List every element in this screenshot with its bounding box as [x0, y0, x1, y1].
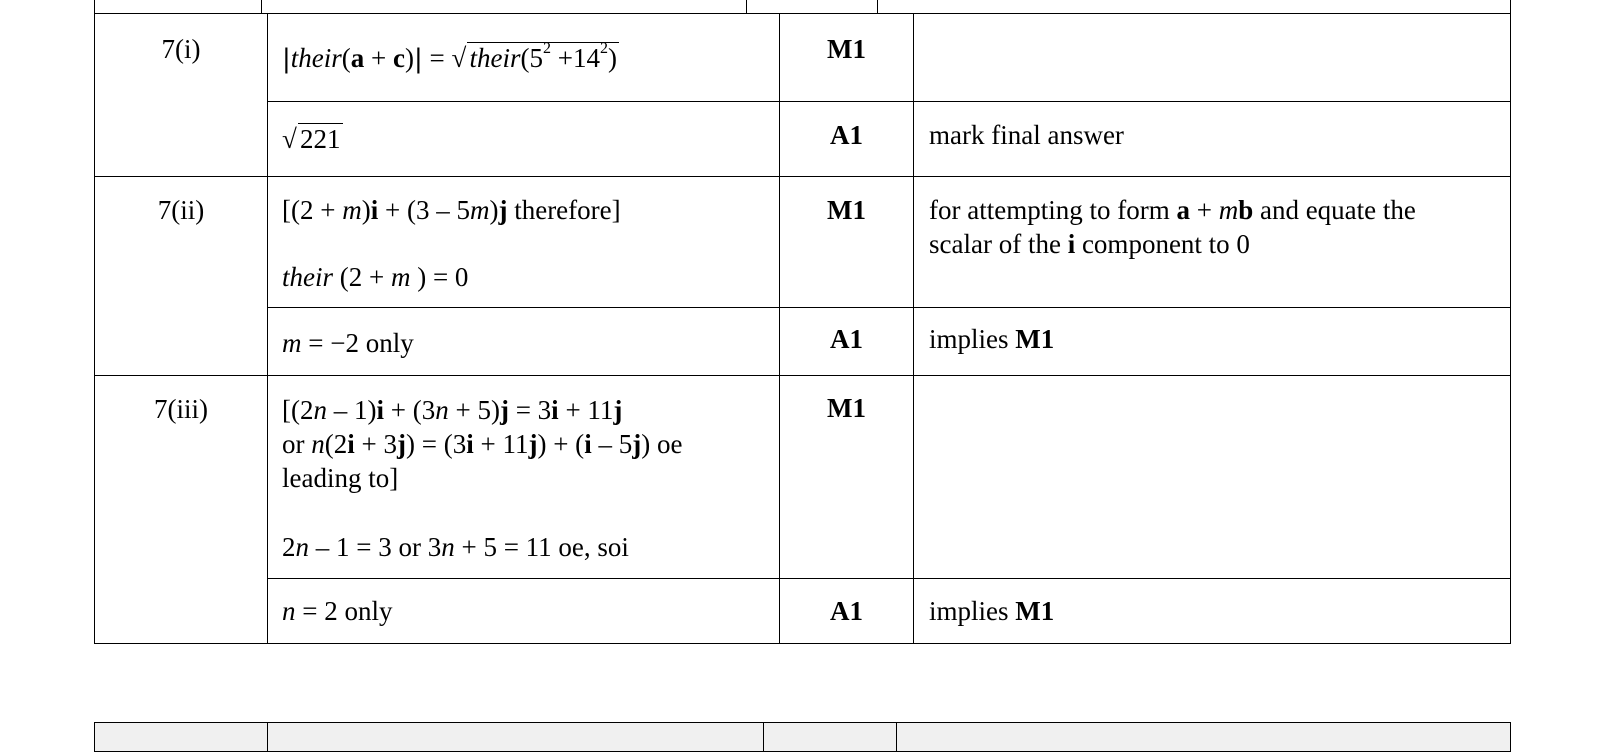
guidance-text: implies M1	[929, 324, 1055, 354]
answer-7ii-line1: [(2 + m)i + (3 – 5m)j therefore]	[282, 195, 621, 225]
table-row	[95, 102, 1511, 177]
mark-scheme-table	[94, 13, 1511, 644]
guidance-text: implies M1	[929, 596, 1055, 626]
guidance-cell	[914, 102, 1511, 177]
guidance-text: for attempting to form a + mb and equate the scalar of the i component to 0	[929, 195, 1416, 259]
mark-cell: A1	[780, 102, 914, 177]
answer-cell	[268, 308, 780, 376]
answer-7i-modulus: |their(a + c)| = √ $their(5^2 +14^2)$	[282, 40, 617, 74]
answer-7iii-working: [(2n – 1)i + (3n + 5)j = 3i + 11j or n(2i + 3j) = (3i + 11j) + (i – 5j) oe leading to]	[282, 395, 683, 493]
answer-7iii-result: n = 2 only	[282, 596, 393, 626]
answer-7ii-result: m = −2 only	[282, 328, 414, 358]
answer-7iii-equation: 2n – 1 = 3 or 3n + 5 = 11 oe, soi	[282, 532, 629, 562]
mark-cell: M1	[780, 177, 914, 308]
question-cell	[95, 376, 268, 644]
guidance-cell	[914, 177, 1511, 308]
question-number: 7(ii)	[157, 195, 205, 225]
table-row	[95, 376, 1511, 579]
table-row	[95, 14, 1511, 102]
table-row	[95, 177, 1511, 308]
mark-cell: A1	[780, 308, 914, 376]
question-number: 7(iii)	[154, 394, 208, 424]
answer-cell	[268, 102, 780, 177]
answer-7ii-line2: their (2 + m ) = 0	[282, 262, 469, 292]
next-table-header	[94, 722, 1511, 752]
table-row	[95, 308, 1511, 376]
table-row	[95, 579, 1511, 644]
mark-cell: A1	[780, 579, 914, 644]
guidance-cell	[914, 579, 1511, 644]
mark-cell: M1	[780, 376, 914, 579]
previous-table-edge	[94, 0, 1511, 13]
question-cell	[95, 177, 268, 376]
guidance-text: mark final answer	[929, 120, 1124, 150]
answer-cell	[268, 14, 780, 102]
guidance-cell	[914, 14, 1511, 102]
answer-cell	[268, 579, 780, 644]
answer-cell	[268, 177, 780, 308]
answer-7i-root: √ 221	[282, 124, 341, 154]
guidance-cell	[914, 376, 1511, 579]
question-cell	[95, 14, 268, 177]
square-root: √ $their(5^2 +14^2)$	[451, 40, 617, 73]
mark-cell: M1	[780, 14, 914, 102]
guidance-cell	[914, 308, 1511, 376]
answer-cell	[268, 376, 780, 579]
question-number: 7(i)	[161, 34, 201, 64]
